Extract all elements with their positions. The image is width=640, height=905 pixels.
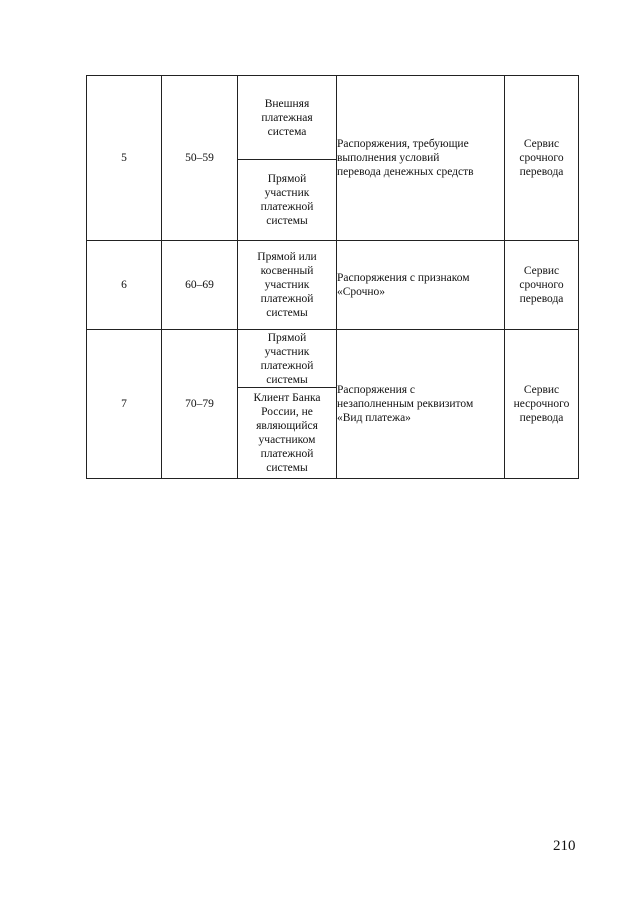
rules-table: [86, 75, 579, 479]
code-range: 60–69: [162, 241, 238, 330]
table-row: [87, 241, 579, 330]
table-row: [87, 76, 579, 160]
service-cell: Сервис несрочного перевода: [505, 330, 579, 479]
service-cell: Сервис срочного перевода: [505, 241, 579, 330]
row-number: 7: [87, 330, 162, 479]
page-number: 210: [553, 838, 576, 854]
code-range: 70–79: [162, 330, 238, 479]
description-cell: Распоряжения, требующие выполнения условий перевода денежных средств: [337, 76, 505, 241]
participant-cell: Клиент Банка России, не являющийся участником платежной системы: [238, 388, 337, 479]
participant-cell: Прямой участник платежной системы: [238, 160, 337, 241]
row-number: 6: [87, 241, 162, 330]
table-row: [87, 330, 579, 388]
participant-cell: Внешняя платежная система: [238, 76, 337, 160]
participant-cell: Прямой участник платежной системы: [238, 330, 337, 388]
description-cell: Распоряжения с признаком «Срочно»: [337, 241, 505, 330]
participant-cell: Прямой или косвенный участник платежной системы: [238, 241, 337, 330]
description-cell: Распоряжения с незаполненным реквизитом «Вид платежа»: [337, 330, 505, 479]
row-number: 5: [87, 76, 162, 241]
code-range: 50–59: [162, 76, 238, 241]
service-cell: Сервис срочного перевода: [505, 76, 579, 241]
